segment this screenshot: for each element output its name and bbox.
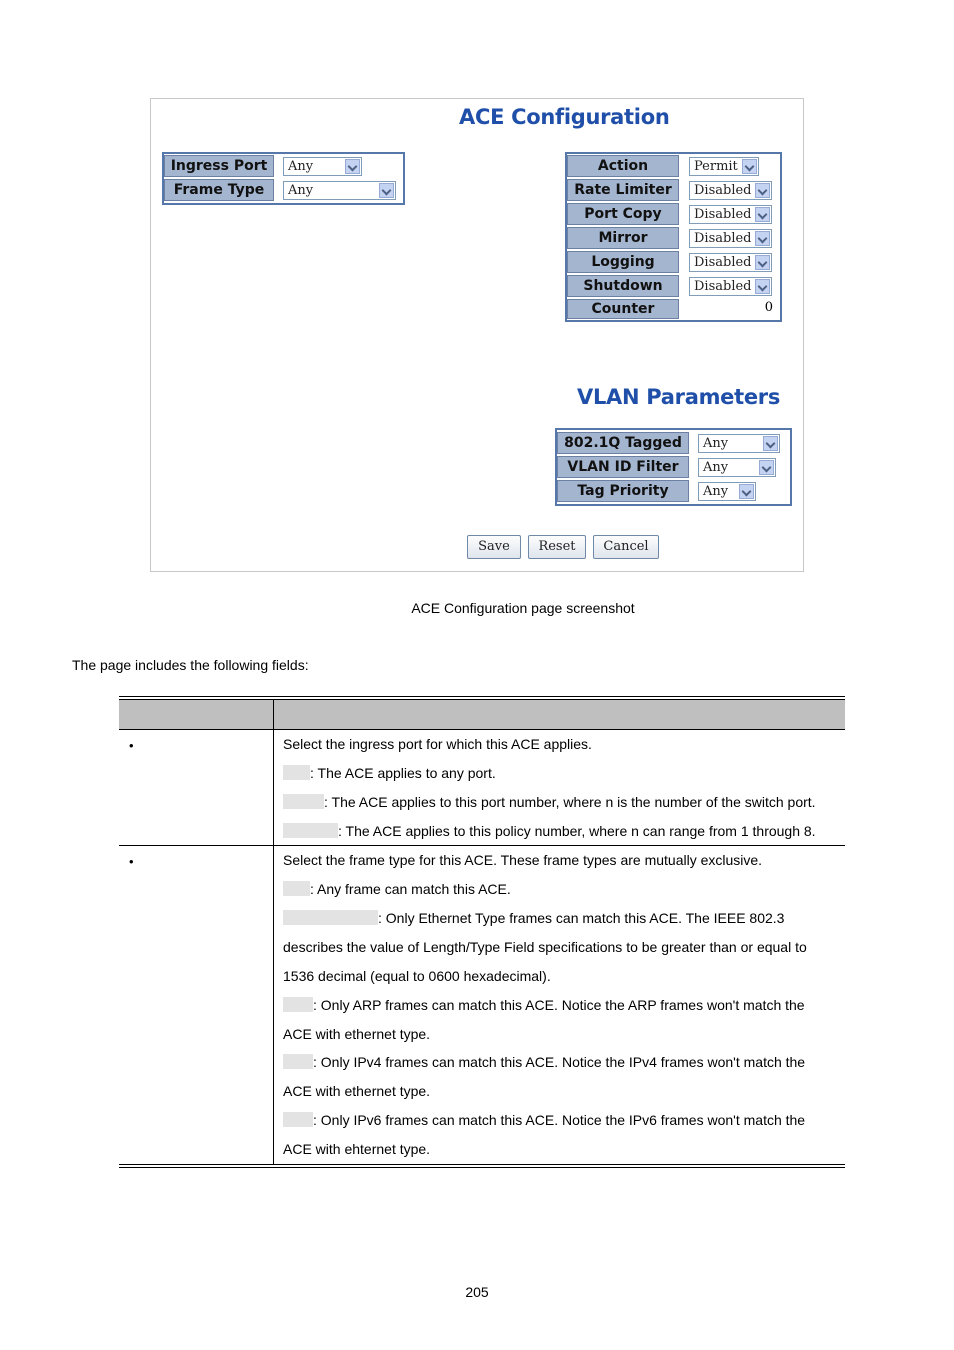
chevron-down-icon (345, 159, 360, 174)
chevron-down-icon (755, 255, 770, 270)
frame-desc-line: describes the value of Length/Type Field specifications to be greater than or equal to (283, 939, 807, 955)
frame-desc-line: : Only IPv4 frames can match this ACE. Notice the IPv4 frames won't match the (283, 1054, 805, 1070)
frame-type-row (164, 179, 403, 201)
fields-table (119, 696, 845, 1168)
ingress-frame-table (162, 152, 405, 205)
ace-configuration-title: ACE Configuration (459, 105, 670, 129)
action-table (565, 152, 782, 322)
bullet-icon: • (129, 854, 134, 869)
chevron-down-icon (755, 279, 770, 294)
frame-desc-line: ACE with ethernet type. (283, 1083, 431, 1099)
rate-limiter-label: Rate Limiter (567, 179, 679, 201)
page-number: 205 (465, 1284, 489, 1300)
tag-priority-label: Tag Priority (557, 480, 689, 502)
reset-button[interactable]: Reset (528, 535, 586, 559)
option-chip (283, 823, 338, 838)
bullet-icon: • (129, 738, 134, 753)
action-select[interactable] (689, 157, 759, 176)
ingress-port-select[interactable] (283, 157, 362, 176)
figure-caption: ACE Configuration page screenshot (411, 600, 635, 616)
vlan-table (555, 428, 792, 506)
tag-priority-value: Any (703, 484, 729, 499)
tagged-label: 802.1Q Tagged (557, 432, 689, 454)
rate-limiter-select[interactable] (689, 181, 772, 200)
frame-desc-line: : Only IPv6 frames can match this ACE. Notice the IPv6 frames won't match the (283, 1112, 805, 1128)
cancel-button[interactable]: Cancel (593, 535, 659, 559)
shutdown-value: Disabled (694, 279, 752, 294)
vlan-id-filter-select[interactable] (698, 458, 776, 477)
option-chip (283, 997, 313, 1012)
frame-desc-line: Select the frame type for this ACE. These frame types are mutually exclusive. (283, 852, 763, 868)
ingress-desc-line: Select the ingress port for which this ACE applies. (283, 736, 592, 752)
ingress-port-label: Ingress Port (164, 155, 274, 177)
logging-value: Disabled (694, 255, 752, 270)
port-copy-select[interactable] (689, 205, 772, 224)
frame-type-select[interactable] (283, 181, 396, 200)
chevron-down-icon (379, 183, 394, 198)
frame-type-value: Any (288, 183, 314, 198)
logging-label: Logging (567, 251, 679, 273)
chevron-down-icon (759, 460, 774, 475)
mirror-select[interactable] (689, 229, 772, 248)
mirror-label: Mirror (567, 227, 679, 249)
logging-select[interactable] (689, 253, 772, 272)
ingress-port-value: Any (288, 159, 314, 174)
ingress-desc-line: : The ACE applies to any port. (283, 765, 496, 781)
action-label: Action (567, 155, 679, 177)
tag-priority-select[interactable] (698, 482, 756, 501)
chevron-down-icon (755, 207, 770, 222)
ingress-desc-line: : The ACE applies to this policy number, where n can range from 1 through 8. (283, 823, 816, 839)
shutdown-label: Shutdown (567, 275, 679, 297)
counter-label: Counter (567, 299, 679, 319)
port-copy-label: Port Copy (567, 203, 679, 225)
option-chip (283, 1112, 313, 1127)
ingress-port-row (164, 155, 403, 177)
chevron-down-icon (739, 484, 754, 499)
vlan-parameters-title: VLAN Parameters (577, 385, 781, 409)
row-separator (119, 845, 845, 846)
option-chip (283, 881, 310, 896)
mirror-value: Disabled (694, 231, 752, 246)
chevron-down-icon (742, 159, 757, 174)
frame-desc-line: ACE with ethernet type. (283, 1026, 431, 1042)
table-header (119, 700, 845, 730)
intro-text: The page includes the following fields: (72, 657, 309, 673)
frame-desc-line: : Any frame can match this ACE. (283, 881, 511, 897)
option-chip (283, 765, 310, 780)
column-divider (273, 700, 274, 1164)
port-copy-value: Disabled (694, 207, 752, 222)
table-bottom-rule (119, 1164, 845, 1168)
frame-desc-line: : Only ARP frames can match this ACE. Notice the ARP frames won't match the (283, 997, 805, 1013)
chevron-down-icon (763, 436, 778, 451)
frame-desc-line: 1536 decimal (equal to 0600 hexadecimal). (283, 968, 551, 984)
ingress-desc-line: : The ACE applies to this port number, where n is the number of the switch port. (283, 794, 816, 810)
option-chip (283, 794, 324, 809)
chevron-down-icon (755, 231, 770, 246)
rate-limiter-value: Disabled (694, 183, 752, 198)
tagged-select[interactable] (698, 434, 780, 453)
shutdown-select[interactable] (689, 277, 772, 296)
save-button[interactable]: Save (467, 535, 521, 559)
vlan-id-filter-label: VLAN ID Filter (557, 456, 689, 478)
frame-type-label: Frame Type (164, 179, 274, 201)
chevron-down-icon (755, 183, 770, 198)
tagged-value: Any (703, 436, 729, 451)
option-chip (283, 1054, 313, 1069)
vlan-id-filter-value: Any (703, 460, 729, 475)
counter-value: 0 (764, 300, 773, 315)
option-chip (283, 910, 378, 925)
action-value: Permit (694, 159, 738, 174)
frame-desc-line: : Only Ethernet Type frames can match this ACE. The IEEE 802.3 (283, 910, 784, 926)
frame-desc-line: ACE with ehternet type. (283, 1141, 431, 1157)
